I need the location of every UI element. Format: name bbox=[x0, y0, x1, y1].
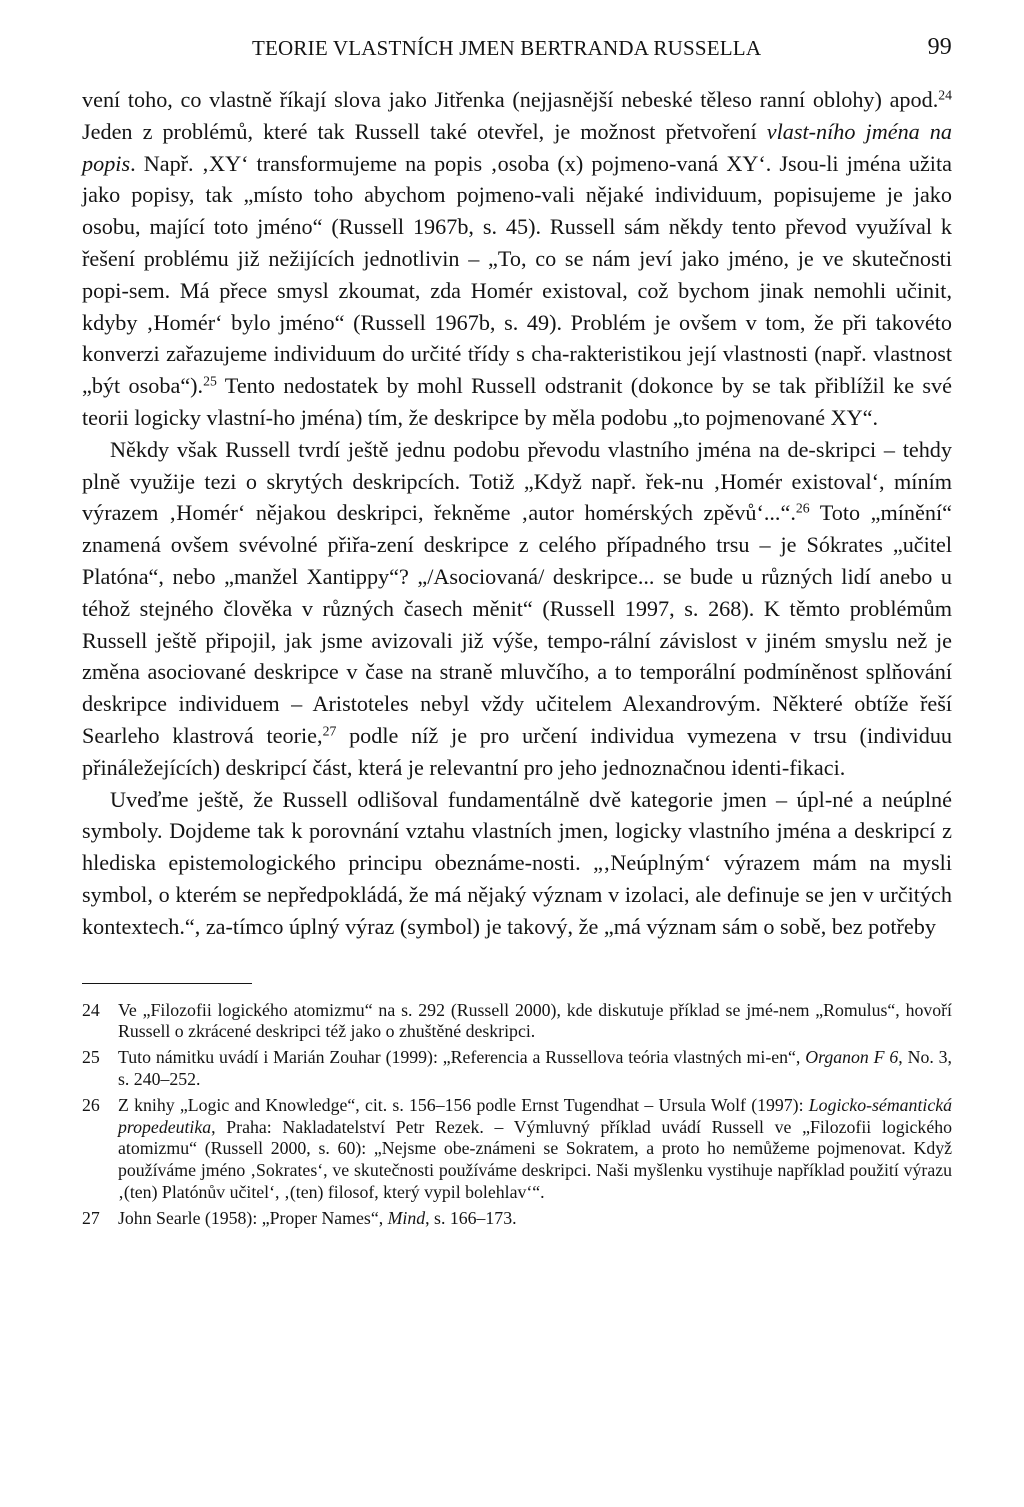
page-number: 99 bbox=[927, 34, 952, 60]
footnote-27: 27 John Searle (1958): „Proper Names“, Mind, s. 166–173. bbox=[82, 1207, 517, 1228]
footnote-ref-27: 27 bbox=[322, 723, 337, 739]
body-text bbox=[82, 84, 952, 943]
footnote-25: 25 Tuto námitku uvádí i Marián Zouhar (1999): „Referencia a Russellova teória vlastných mi-en“, Organon F 6, No. 3, s. 240–252. bbox=[82, 1047, 952, 1089]
running-header bbox=[82, 30, 952, 70]
footnote-ref-25: 25 bbox=[203, 373, 217, 389]
footnotes bbox=[82, 1000, 952, 1230]
footnote-number: 27 bbox=[82, 1207, 100, 1228]
footnote-ref-24: 24 bbox=[938, 87, 952, 103]
footnote-separator bbox=[82, 983, 252, 984]
footnote-26: 26 Z knihy „Logic and Knowledge“, cit. s. 156–156 podle Ernst Tugendhat – Ursula Wolf (1997): Logicko-sémantická propedeutika, Praha: Nakladatelství Petr Rezek. – Výmluvný příklad uvádí Russell ve „Filozofii logického atomizmu“ (Russell 2000, s. 60): „Nejsme obe-známeni se Sokratem, a proto ho nemůžeme pojmenovat. Když používáme jméno ‚Sokrates‘, ve skutečnosti používáme deskripci. Naši myšlenku vystihuje například použití výrazu ‚(ten) Platónův učitel‘, ‚(ten) filosof, který vypil bolehlav‘“. bbox=[82, 1094, 952, 1202]
footnote-number: 24 bbox=[82, 999, 100, 1020]
footnote-24: 24 Ve „Filozofii logického atomizmu“ na s. 292 (Russell 2000), kde diskutuje příklad se jmé-nem „Romulus“, hovoří Russell o zkrácené deskripci též jako o zhuštěné deskripci. bbox=[82, 999, 952, 1042]
running-title: TEORIE VLASTNÍCH JMEN BERTRANDA RUSSELLA bbox=[252, 36, 762, 60]
book-page bbox=[82, 30, 952, 1233]
paragraph-3: Uveďme ještě, že Russell odlišoval fundamentálně dvě kategorie jmen – úpl-né a neúplné symboly. Dojdeme tak k porovnání vztahu vlastních jmen, logicky vlastního jména a deskripcí z hlediska epistemologického principu obeznáme-nosti. „‚Neúplným‘ výrazem mám na mysli symbol, o kterém se nepředpokládá, že má nějaký význam v izolaci, ale definuje se jen v určitých kontextech.“, za-tímco úplný výraz (symbol) je takový, že „má význam sám o sobě, bez potřeby bbox=[82, 786, 952, 939]
footnote-number: 26 bbox=[82, 1094, 100, 1115]
footnote-number: 25 bbox=[82, 1047, 100, 1068]
paragraph-1: vení toho, co vlastně říkají slova jako Jitřenka (nejjasnější nebeské těleso ranní oblohy) apod.$^{24}$ Jeden z problémů, které tak Russell také otevřel, je možnost přetvoření vlast-ního jména na popis. Např. ‚XY‘ transformujeme na popis ‚osoba (x) pojmeno-vaná XY‘. Jsou-li jména užita jako popisy, tak „místo toho abychom pojmeno-vali nějaké individuum, popisujeme je jako osobu, mající toto jméno“ (Russell 1967b, s. 45). Russell sám někdy tento převod využíval k řešení problému již nežijících jednotlivin – „To, co se nám jeví jako jméno, je ve skutečnosti popi-sem. Má přece smysl zkoumat, zda Homér existoval, což bychom jinak nemohli učinit, kdyby ‚Homér‘ bylo jméno“ (Russell 1967b, s. 49). Problém je ovšem v tom, že při takovéto konverzi zařazujeme individuum do určité třídy s cha-rakteristikou její vlastnosti (např. vlastnost „být osoba“).$^{25}$ Tento nedostatek by mohl Russell odstranit (dokonce by se tak přiblížil ke své teorii logicky vlastní-ho jména) tím, že deskripce by měla podobu „to pojmenované XY“. bbox=[82, 87, 953, 430]
paragraph-2: Někdy však Russell tvrdí ještě jednu podobu převodu vlastního jména na de-skripci – tehdy plně využije tezi o skrytých deskripcích. Totiž „Když např. řek-nu ‚Homér existoval‘, míním výrazem ‚Homér‘ nějakou deskripci, řekněme ‚autor homérských zpěvů‘...“.$^{26}$ Toto „mínění“ znamená ovšem svévolné přiřa-zení deskripce z celého případného trsu – je Sókrates „učitel Platóna“, nebo „manžel Xantippy“? „/Asociovaná/ deskripce... se bude u různých lidí anebo u téhož stejného člověka v různých časech měnit“ (Russell 1997, s. 268). K těmto problémům Russell ještě připojil, jak jsme avizovali již výše, tempo-rální závislost v jiném smyslu než je změna asociované deskripce v čase na straně mluvčího, a to temporální podmíněnost splňování deskripce individuem – Aristoteles nebyl vždy učitelem Alexandrovým. Některé obtíže řeší Searleho klastrová teorie,$^{27}$ podle níž je pro určení individua vymezena v trsu (individuu přináležejících) deskripcí část, která je relevantní pro jeho jednoznačnou identi-fikaci. bbox=[82, 436, 953, 780]
footnote-ref-26: 26 bbox=[795, 500, 810, 516]
